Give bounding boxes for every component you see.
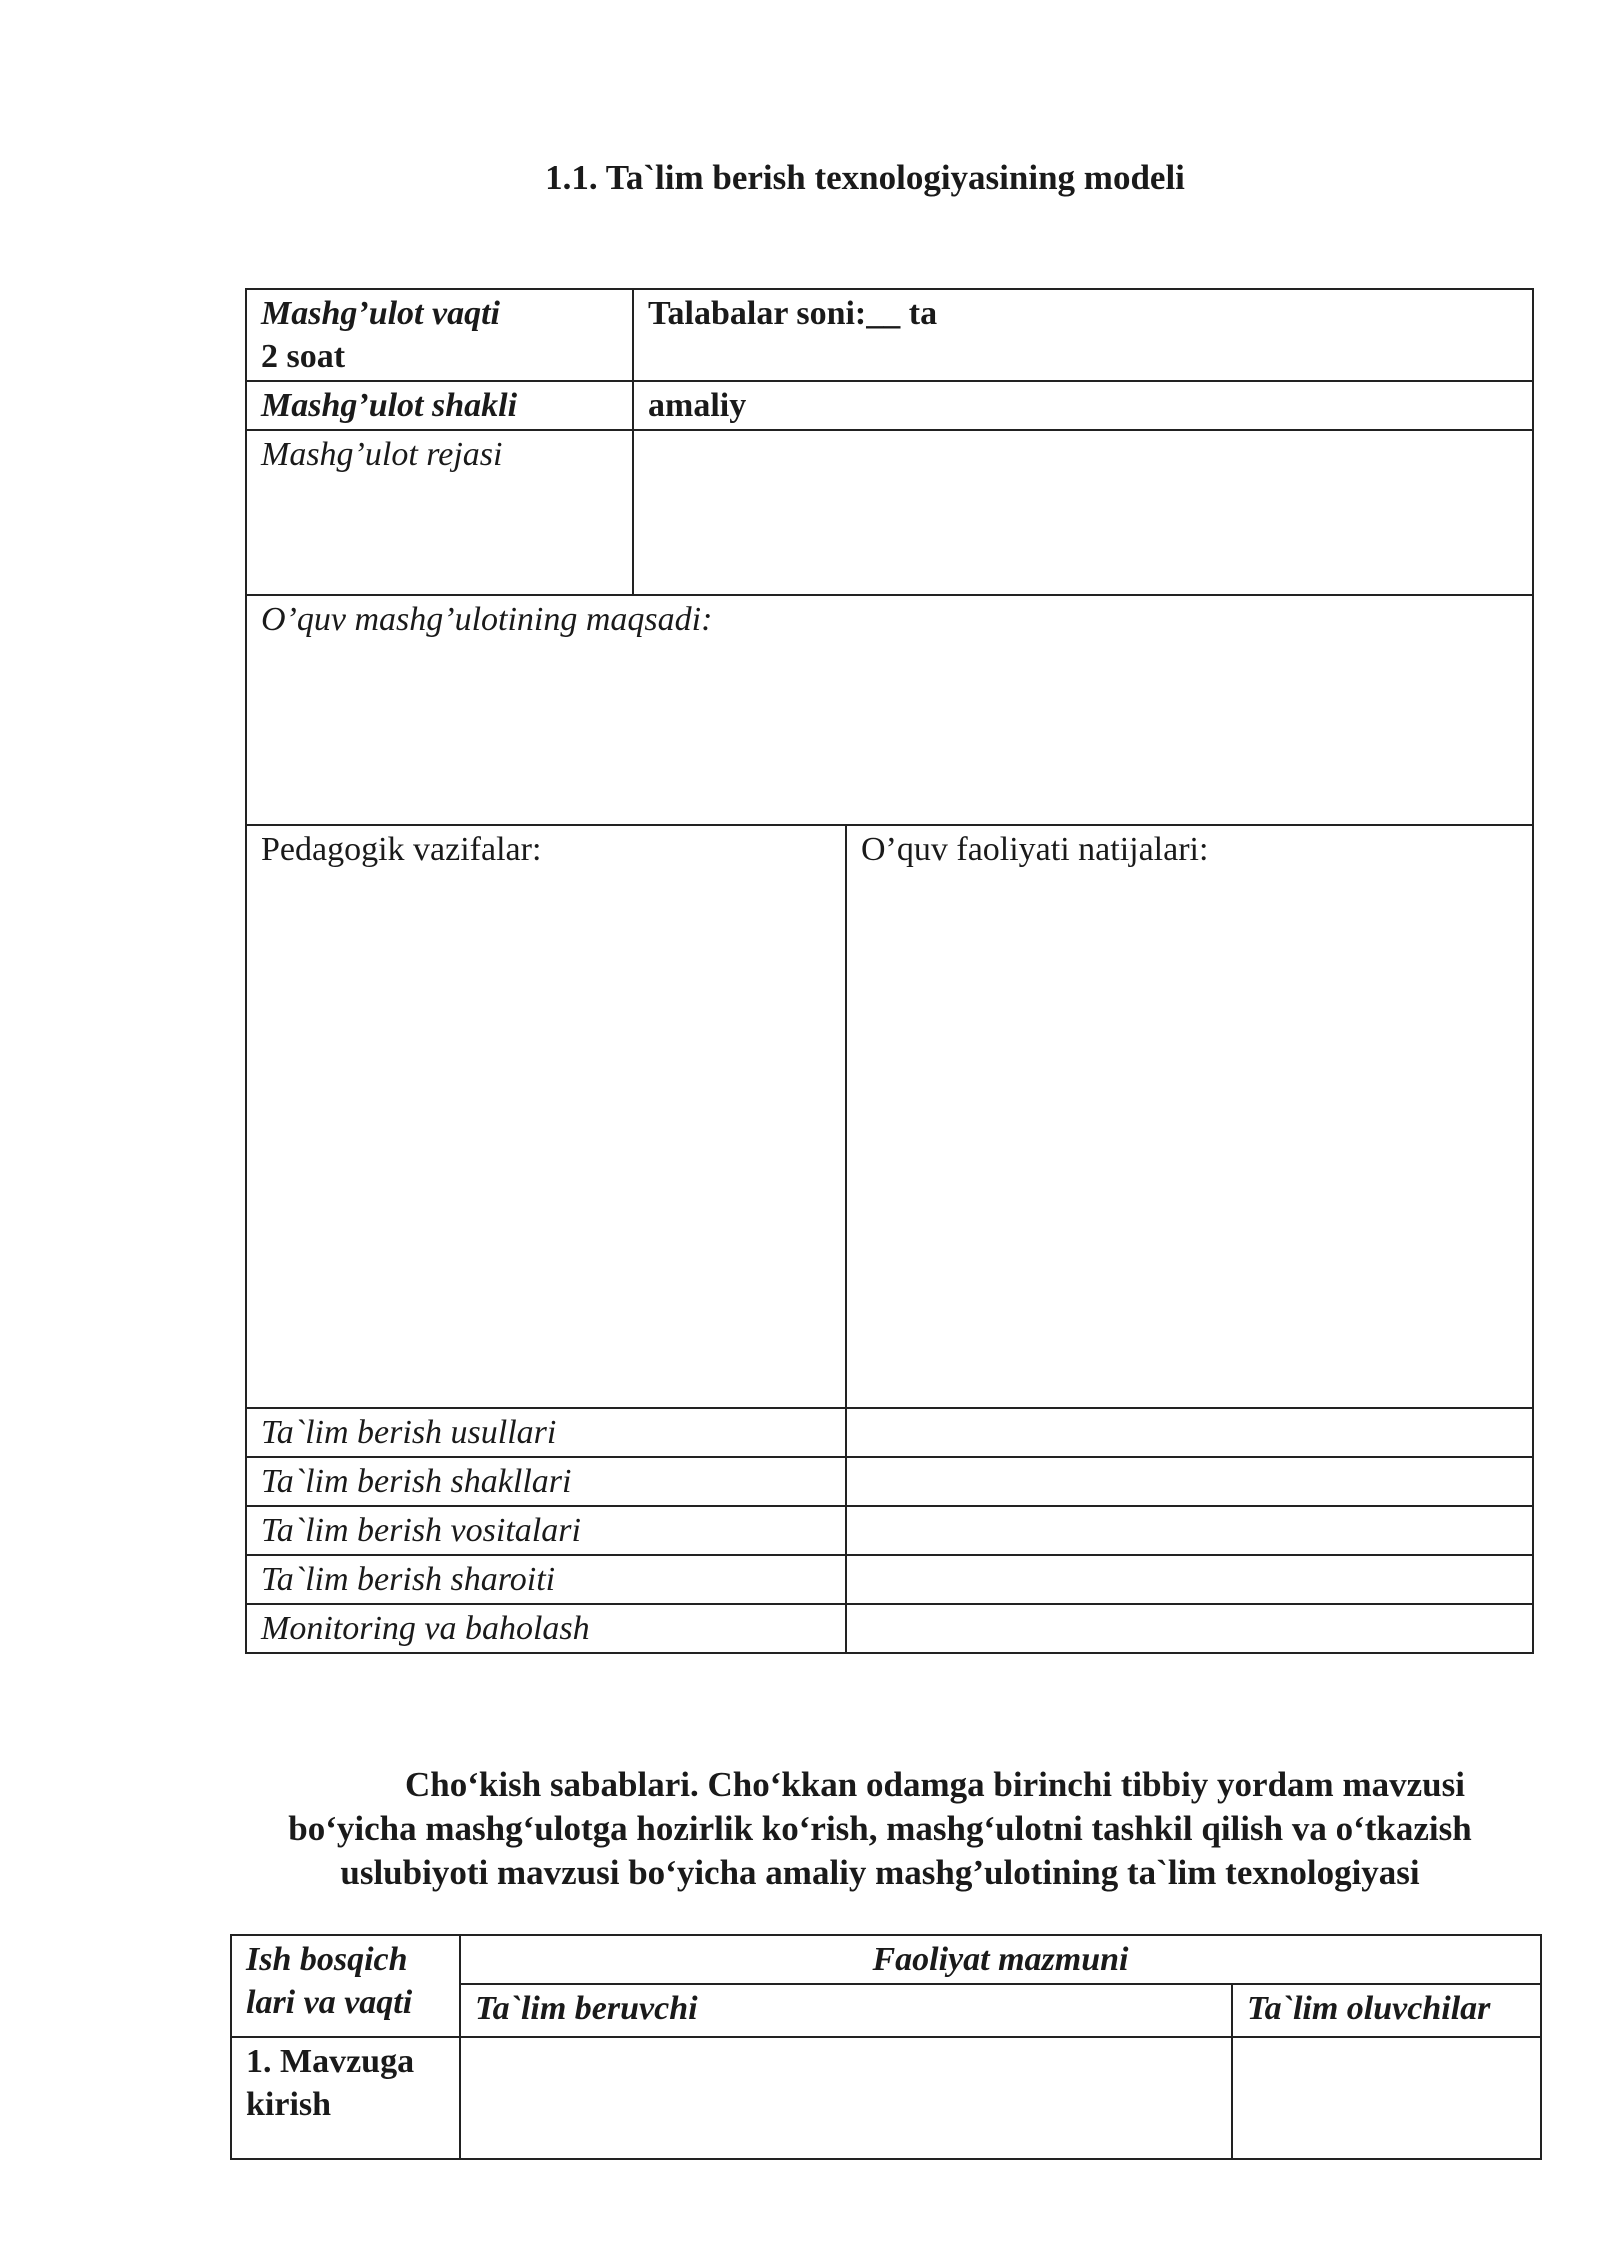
page-title: 1.1. Ta`lim berish texnologiyasining modeli [545, 158, 1185, 197]
learners-header: Ta`lim oluvchilar [1232, 1984, 1541, 2037]
teacher-header: Ta`lim beruvchi [460, 1984, 1232, 2037]
students-count: Talabalar soni:__ ta [633, 289, 1533, 381]
model-table [245, 288, 1534, 1654]
row-label: Ta`lim berish vositalari [246, 1506, 846, 1555]
goal-label: O’quv mashg’ulotining maqsadi: [246, 595, 1533, 825]
teacher-cell [460, 2037, 1232, 2159]
row-value [846, 1408, 1533, 1457]
activity-table [230, 1934, 1542, 2160]
row-label: Monitoring va baholash [246, 1604, 846, 1653]
form-value: amaliy [633, 381, 1533, 430]
row-value [846, 1457, 1533, 1506]
row-value [846, 1555, 1533, 1604]
row-label: Ta`lim berish usullari [246, 1408, 846, 1457]
plan-label: Mashg’ulot rejasi [246, 430, 633, 595]
pedagogical-tasks: Pedagogik vazifalar: [246, 825, 846, 1408]
learning-results: O’quv faoliyati natijalari: [846, 825, 1533, 1408]
time-cell [246, 289, 633, 381]
row-label: Ta`lim berish shakllari [246, 1457, 846, 1506]
row-value [846, 1604, 1533, 1653]
section-line-3: uslubiyoti mavzusi bo‘yicha amaliy mashg’ulotining ta`lim texnologiyasi [340, 1853, 1420, 1892]
stage-1: 1. Mavzuga kirish [231, 2037, 460, 2159]
stage-header: Ish bosqich lari va vaqti [231, 1935, 460, 2037]
row-value [846, 1506, 1533, 1555]
learners-cell [1232, 2037, 1541, 2159]
plan-value [633, 430, 1533, 595]
section-line-1: Cho‘kish sabablari. Cho‘kkan odamga birinchi tibbiy yordam mavzusi [405, 1765, 1465, 1804]
row-label: Ta`lim berish sharoiti [246, 1555, 846, 1604]
time-label: Mashg’ulot vaqti [261, 295, 500, 332]
content-header: Faoliyat mazmuni [460, 1935, 1541, 1984]
section-line-2: bo‘yicha mashg‘ulotga hozirlik ko‘rish, mashg‘ulotni tashkil qilish va o‘tkazish [288, 1809, 1472, 1848]
form-label: Mashg’ulot shakli [246, 381, 633, 430]
time-value: 2 soat [261, 338, 346, 375]
section-heading [220, 1763, 1540, 1895]
